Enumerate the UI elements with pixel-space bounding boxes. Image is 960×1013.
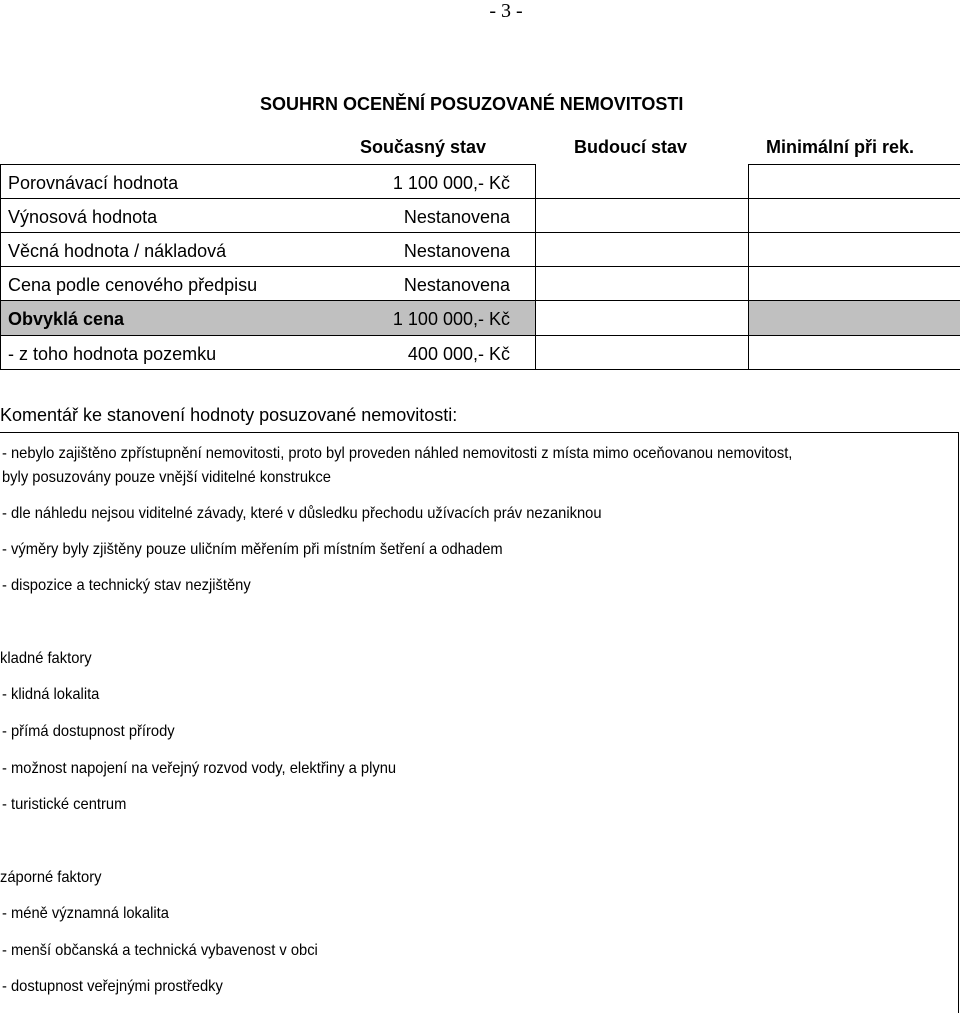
column-header-current: Současný stav (360, 137, 487, 157)
comment-box (0, 432, 959, 1013)
row-value: Nestanovena (403, 207, 510, 227)
table-rule (0, 232, 960, 233)
column-header-future: Budoucí stav (574, 137, 688, 157)
comment-line: - možnost napojení na veřejný rozvod vody, elektřiny a plynu (2, 760, 397, 777)
row-label: - z toho hodnota pozemku (8, 344, 217, 364)
table-rule (0, 300, 960, 301)
comment-line: - přímá dostupnost přírody (2, 723, 175, 740)
row-label-highlight: Obvyklá cena (8, 309, 125, 329)
table-rule (0, 164, 535, 165)
row-value: 1 100 000,- Kč (392, 309, 510, 329)
table-border-left (0, 164, 1, 370)
row-label: Porovnávací hodnota (8, 173, 179, 193)
page-title: SOUHRN OCENĚNÍ POSUZOVANÉ NEMOVITOSTI (260, 94, 684, 114)
comment-line: - dostupnost veřejnými prostředky (2, 978, 223, 995)
row-value: 400 000,- Kč (407, 344, 510, 364)
comment-line: byly posuzovány pouze vnější viditelné konstrukce (2, 469, 331, 486)
comment-line: - méně významná lokalita (2, 905, 169, 922)
column-header-minimal: Minimální při rek. (766, 137, 915, 157)
row-label: Cena podle cenového předpisu (8, 275, 258, 295)
row-label: Výnosová hodnota (8, 207, 158, 227)
table-rule (0, 198, 960, 199)
valuation-table (0, 164, 960, 370)
comment-line: - nebylo zajištěno zpřístupnění nemovitosti, proto byl proveden náhled nemovitosti z místa mimo oceňovanou nemovitost, (2, 445, 793, 462)
table-rule (0, 335, 960, 336)
comment-line: - klidná lokalita (2, 686, 100, 703)
row-value: Nestanovena (403, 241, 510, 261)
table-divider (748, 164, 749, 370)
comment-line: - menší občanská a technická vybavenost v obci (2, 942, 318, 959)
comment-line: - výměry byly zjištěny pouze uličním měřením při místním šetření a odhadem (2, 541, 503, 558)
table-rule (748, 164, 960, 165)
row-label: Věcná hodnota / nákladová (8, 241, 227, 261)
comment-section-heading: kladné faktory (0, 650, 92, 667)
comment-section-heading: záporné faktory (0, 869, 102, 886)
page-number: - 3 - (489, 0, 523, 22)
table-rule (0, 369, 960, 370)
comment-line: - dle náhledu nejsou viditelné závady, které v důsledku přechodu užívacích práv nezaniknou (2, 505, 602, 522)
comment-line: - dispozice a technický stav nezjištěny (2, 577, 251, 594)
row-value: 1 100 000,- Kč (392, 173, 510, 193)
comment-line: - turistické centrum (2, 796, 127, 813)
comment-heading: Komentář ke stanovení hodnoty posuzované nemovitosti: (0, 405, 458, 425)
table-divider (535, 164, 536, 370)
table-rule (0, 266, 960, 267)
highlight-row-shade-right (748, 301, 960, 335)
row-value: Nestanovena (403, 275, 510, 295)
